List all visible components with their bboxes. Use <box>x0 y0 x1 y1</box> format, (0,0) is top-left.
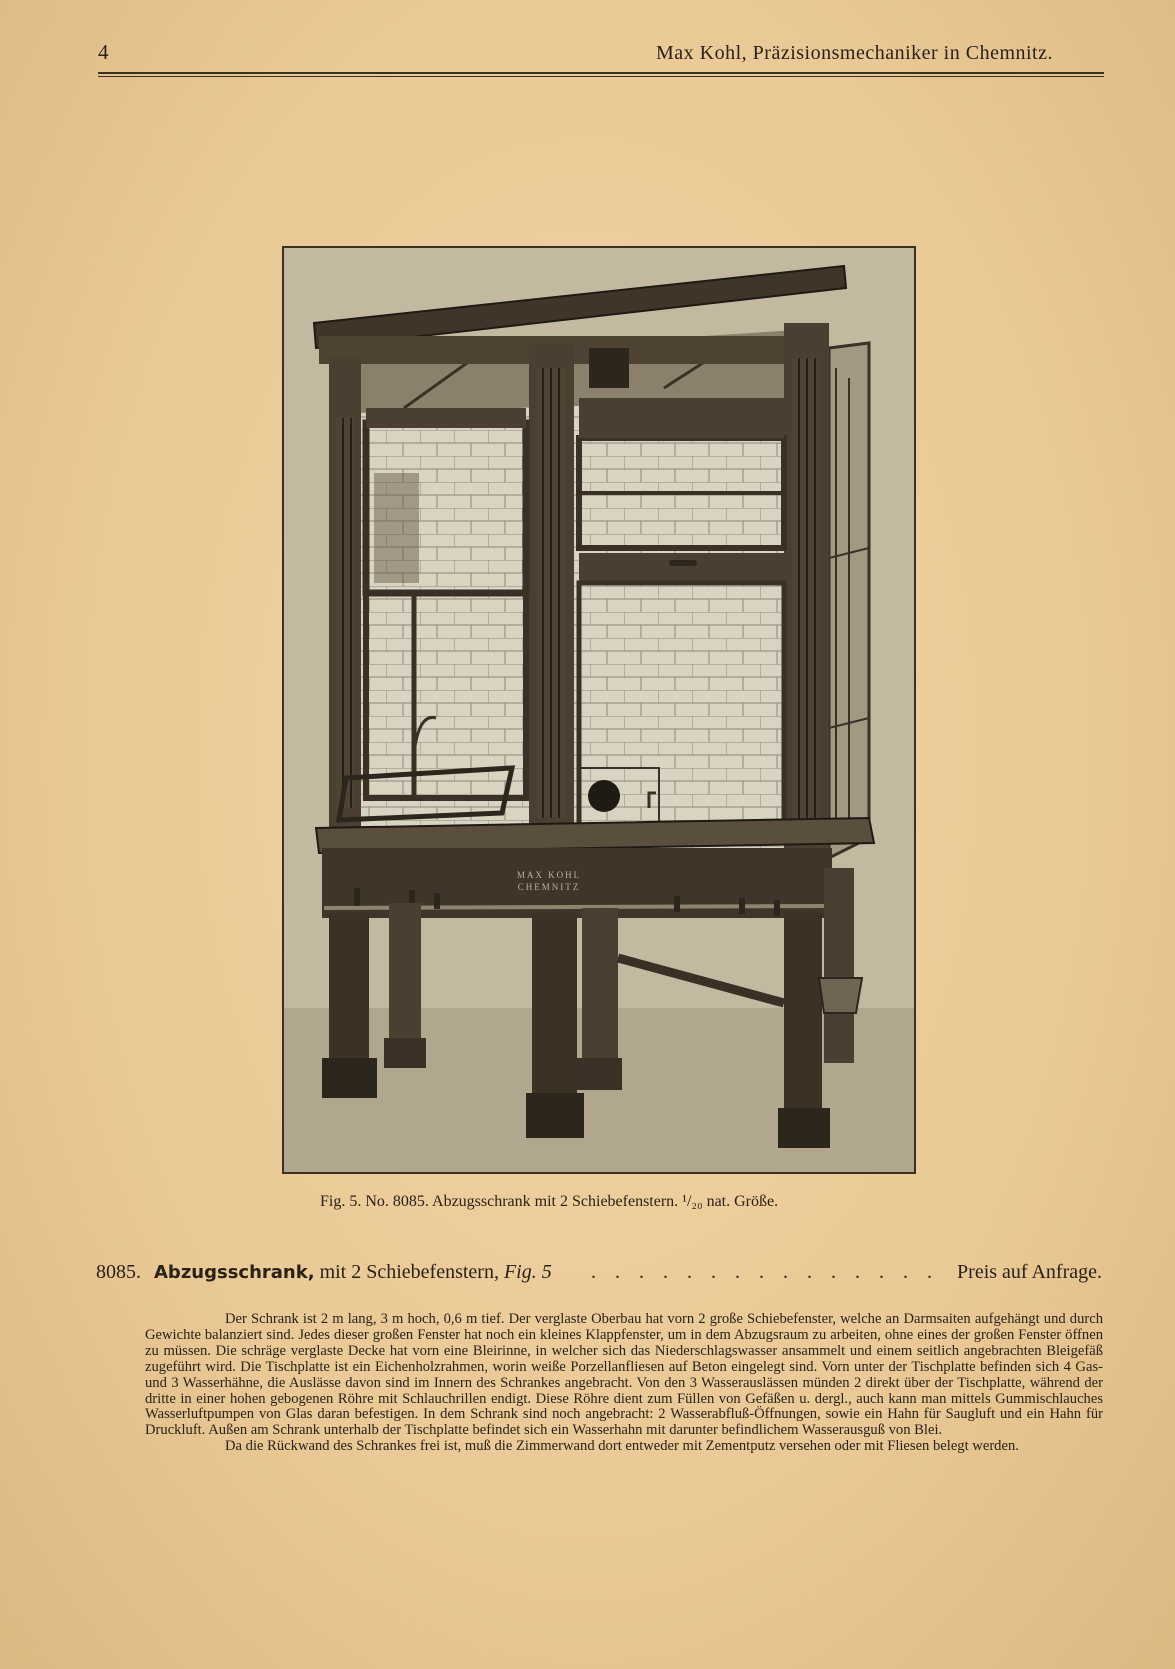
entry-name: Abzugsschrank, <box>154 1262 315 1283</box>
cabinet-inscription-line-2: CHEMNITZ <box>517 882 581 892</box>
leg-front-right <box>784 913 822 1123</box>
leg-back-right <box>824 868 854 1063</box>
running-title: Max Kohl, Präzisionsmechaniker in Chemnitz. <box>656 42 1053 64</box>
entry-leader-dots: . . . . . . . . . . . . . . . <box>591 1261 939 1283</box>
entry-fig-ref: Fig. 5 <box>503 1261 552 1283</box>
cabinet-inscription-line-1: MAX KOHL <box>516 870 582 880</box>
water-basin <box>819 978 862 1013</box>
entry-description: mit 2 Schiebefenstern, <box>314 1261 504 1283</box>
body-paragraph-1: Der Schrank ist 2 m lang, 3 m hoch, 0,6 m tief. Der verglaste Oberbau hat vorn 2 große Schiebefenster, welche an Darmsaiten aufgehängt und durch Gewichte balanziert sind. Jedes dieser großen Fenster hat noch ein kleines Klappfenster, um in dem Abzugsraum zu arbeiten, ohne eines der großen Fenster öffnen zu müssen. Die schräge verglaste Decke hat vorn eine Bleirinne, in welcher sich das Niederschlagswasser ansammelt und einem seitlich angebrachten Bleigefäß zugeführt wird. Die Tischplatte ist ein Eichenholzrahmen, worin weiße Porzellanfliesen auf Beton eingelegt sind. Vorn unter der Tischplatte befinden sich 4 Gas- und 3 Wasserhähne, die Auslässe davon sind im Innern des Schrankes angebracht. Von den 3 Wasserauslässen münden 2 direkt über der Tischplatte, während der dritte in einer hohen gebogenen Röhre mit Schlauchrillen endigt. Diese Röhre dient zum Füllen von Gefäßen u. dergl., auch kann man mittels Gummischlauches Wasserluftpumpen von Glas daran befestigen. In dem Schrank sind noch angebracht: 2 Wasserabfluß-Öffnungen, sowie ein Hahn für Saugluft und ein Hahn für Druckluft. Außen am Schrank unterhalb der Tischplatte befindet sich ein Wasserhahn mit darunter befindlichem Wasserausguß von Blei. <box>145 1311 1103 1439</box>
entry-number: 8085. <box>96 1261 141 1283</box>
page-number: 4 <box>98 40 109 64</box>
leg-back-left <box>389 903 421 1048</box>
entry-description-text <box>145 1312 1103 1455</box>
leg-back-middle <box>582 908 618 1073</box>
catalog-entry-heading <box>96 1261 1102 1289</box>
right-sash-lower <box>579 553 784 583</box>
entry-price: Preis auf Anfrage. <box>957 1261 1102 1283</box>
fume-cupboard-drawing <box>284 248 914 1172</box>
leg-front-middle <box>532 913 577 1113</box>
header-rule <box>98 72 1104 77</box>
figure-caption: Fig. 5. No. 8085. Abzugsschrank mit 2 Schiebefenstern. ¹/₂₀ nat. Größe. <box>320 1193 779 1210</box>
drain-opening <box>588 780 620 812</box>
figure-cabinet-illustration <box>282 246 916 1174</box>
body-paragraph-2: Da die Rückwand des Schrankes frei ist, muß die Zimmerwand dort entweder mit Zementputz versehen oder mit Fliesen belegt werden. <box>225 1438 1019 1455</box>
page-header <box>98 40 1103 70</box>
entry-title <box>154 1261 552 1284</box>
leg-front-left <box>329 913 369 1083</box>
